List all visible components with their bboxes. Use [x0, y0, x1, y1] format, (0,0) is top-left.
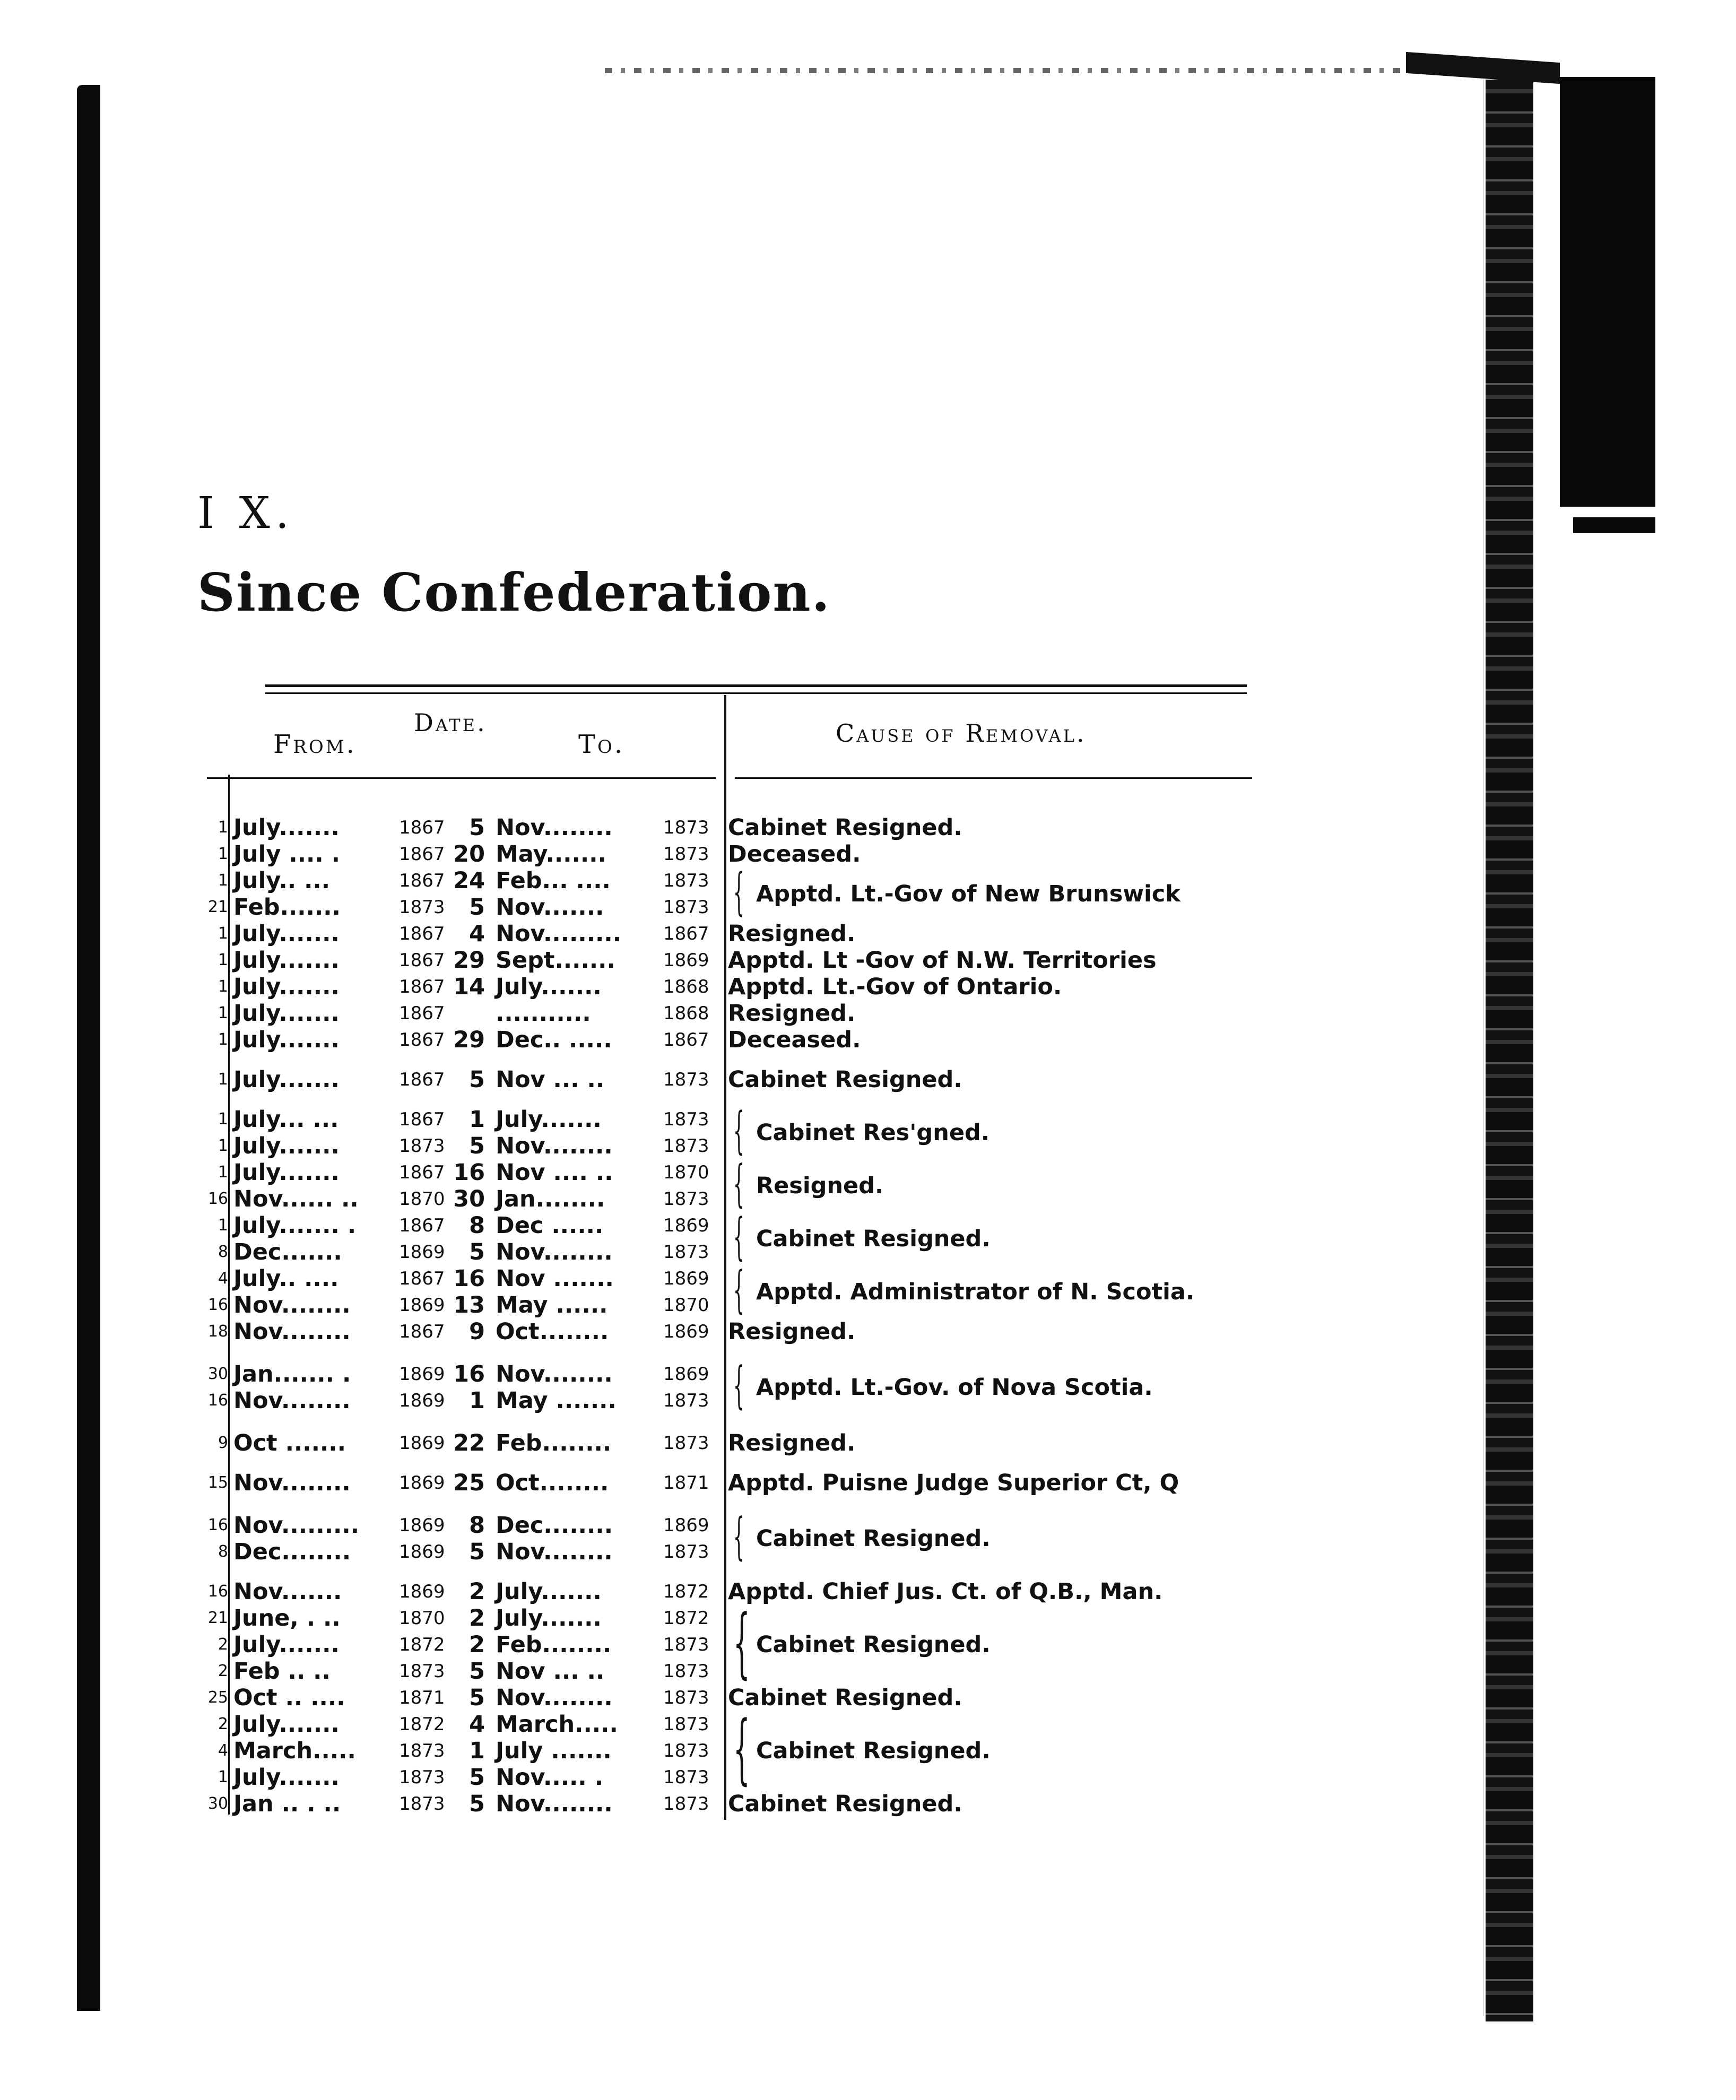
from-month: Nov...... .. [233, 1186, 359, 1212]
from-month: July....... . [233, 1212, 357, 1239]
to-year: 1873 [663, 1109, 709, 1130]
to-year: 1869 [663, 1364, 709, 1385]
header-rule-top-2 [265, 692, 1247, 694]
from-year: 1869 [399, 1364, 445, 1385]
from-day: 1 [218, 1163, 228, 1182]
to-year: 1869 [663, 1215, 709, 1236]
to-year: 1872 [663, 1581, 709, 1602]
from-year: 1873 [399, 1661, 445, 1682]
cause-of-removal: Resigned. [728, 1318, 856, 1345]
to-month: Nov........ [496, 1361, 613, 1387]
group-brace: { [733, 1261, 745, 1319]
from-month: July.. .... [233, 1265, 339, 1292]
to-year: 1873 [663, 1740, 709, 1761]
from-year: 1872 [399, 1714, 445, 1735]
to-day: 24 [453, 867, 485, 894]
from-day: 16 [207, 1582, 228, 1601]
to-year: 1867 [663, 923, 709, 944]
from-month: Nov........ [233, 1292, 351, 1318]
grouped-cause-text: Apptd. Lt.-Gov of New Brunswick [756, 881, 1181, 907]
to-month: Dec.. ..... [496, 1027, 612, 1053]
to-month: Nov........ [496, 1133, 613, 1159]
from-year: 1871 [399, 1687, 445, 1708]
group-brace: { [733, 1208, 745, 1266]
to-day: 5 [469, 814, 485, 841]
to-month: Nov ... .. [496, 1658, 605, 1685]
to-day: 5 [469, 1658, 485, 1685]
to-month: Nov......... [496, 921, 622, 947]
from-day: 1 [218, 951, 228, 969]
from-month: June, . .. [233, 1605, 341, 1632]
cause-of-removal: Apptd. Puisne Judge Superior Ct, Q [728, 1470, 1179, 1496]
from-year: 1869 [399, 1472, 445, 1494]
from-year: 1869 [399, 1433, 445, 1454]
to-day: 14 [453, 974, 485, 1000]
to-month: Nov........ [496, 1539, 613, 1565]
grouped-cause-text: Cabinet Resigned. [756, 1226, 991, 1252]
from-year: 1872 [399, 1634, 445, 1655]
to-day: 4 [469, 921, 485, 947]
header-rule-bottom-right [735, 777, 1252, 779]
from-day: 15 [207, 1473, 228, 1492]
from-month: Dec....... [233, 1239, 342, 1265]
to-year: 1873 [663, 1767, 709, 1788]
from-year: 1873 [399, 1793, 445, 1815]
from-year: 1867 [399, 1162, 445, 1183]
to-month: March..... [496, 1711, 618, 1738]
page-title: Since Confederation. [197, 562, 831, 623]
to-day: 5 [469, 1133, 485, 1159]
from-month: July... ... [233, 1106, 339, 1133]
header-rule-bottom-left [207, 777, 716, 779]
to-day: 5 [469, 1066, 485, 1093]
from-month: Jan....... . [233, 1361, 351, 1387]
to-day: 1 [469, 1106, 485, 1133]
from-day: 21 [207, 898, 228, 916]
from-day: 1 [218, 1030, 228, 1049]
group-brace: { [733, 1598, 750, 1687]
scan-edge-line-top [605, 68, 1533, 73]
from-year: 1867 [399, 923, 445, 944]
from-day: 25 [207, 1688, 228, 1707]
to-day: 5 [469, 1239, 485, 1265]
from-month: July....... [233, 1159, 340, 1186]
cause-of-removal: Resigned. [728, 921, 856, 947]
to-day: 29 [453, 1027, 485, 1053]
header-to: To. [578, 730, 625, 759]
to-month: July ....... [496, 1738, 612, 1764]
from-year: 1867 [399, 1268, 445, 1289]
to-day: 2 [469, 1578, 485, 1605]
from-day: 16 [207, 1190, 228, 1208]
group-brace: { [733, 1155, 745, 1213]
to-month: July....... [496, 1578, 602, 1605]
left-column-divider [228, 775, 230, 1815]
to-month: Oct........ [496, 1470, 609, 1496]
from-year: 1873 [399, 1135, 445, 1157]
cause-of-removal: Cabinet Resigned. [728, 1066, 962, 1093]
to-year: 1869 [663, 950, 709, 971]
section-number: I X. [197, 488, 294, 539]
from-day: 1 [218, 845, 228, 863]
to-day: 29 [453, 947, 485, 974]
to-month: May....... [496, 841, 606, 867]
from-year: 1869 [399, 1295, 445, 1316]
to-day: 1 [469, 1387, 485, 1414]
cause-of-removal: Cabinet Resigned. [728, 1685, 962, 1711]
from-month: July....... [233, 1133, 340, 1159]
from-year: 1869 [399, 1515, 445, 1536]
header-from: From. [273, 730, 357, 759]
to-month: Nov....... [496, 894, 604, 921]
to-month: Nov ....... [496, 1265, 614, 1292]
to-year: 1873 [663, 1069, 709, 1090]
from-month: Oct ....... [233, 1430, 346, 1456]
header-rule-top [265, 684, 1247, 687]
header-date: Date. [414, 708, 487, 737]
group-brace: { [733, 863, 745, 921]
to-month: Nov........ [496, 1239, 613, 1265]
to-day: 16 [453, 1159, 485, 1186]
to-year: 1873 [663, 1242, 709, 1263]
grouped-cause-text: Cabinet Resigned. [756, 1738, 991, 1764]
from-month: July....... [233, 974, 340, 1000]
from-month: July....... [233, 814, 340, 841]
to-year: 1873 [663, 1135, 709, 1157]
from-month: Nov........ [233, 1318, 351, 1345]
to-day: 5 [469, 894, 485, 921]
from-month: Feb .. .. [233, 1658, 331, 1685]
to-year: 1873 [663, 844, 709, 865]
to-month: Nov........ [496, 1685, 613, 1711]
cause-of-removal: Apptd. Lt -Gov of N.W. Territories [728, 947, 1157, 974]
from-day: 2 [218, 1662, 228, 1680]
to-month: May ...... [496, 1292, 608, 1318]
to-day: 25 [453, 1470, 485, 1496]
from-month: Dec........ [233, 1539, 351, 1565]
from-year: 1867 [399, 976, 445, 997]
from-year: 1873 [399, 897, 445, 918]
to-year: 1868 [663, 1003, 709, 1024]
from-month: Nov....... [233, 1578, 342, 1605]
to-day: 16 [453, 1361, 485, 1387]
from-month: Nov........ [233, 1470, 351, 1496]
to-year: 1873 [663, 817, 709, 838]
from-year: 1867 [399, 817, 445, 838]
to-day: 2 [469, 1632, 485, 1658]
from-month: July....... [233, 1711, 340, 1738]
to-day: 22 [453, 1430, 485, 1456]
cause-of-removal: Deceased. [728, 1027, 861, 1053]
grouped-cause-text: Apptd. Lt.-Gov. of Nova Scotia. [756, 1374, 1153, 1401]
from-day: 8 [218, 1542, 228, 1561]
from-year: 1870 [399, 1188, 445, 1210]
from-month: July .... . [233, 841, 340, 867]
to-year: 1873 [663, 870, 709, 891]
to-year: 1869 [663, 1515, 709, 1536]
from-day: 1 [218, 1004, 228, 1022]
from-year: 1869 [399, 1390, 445, 1411]
cause-of-removal: Apptd. Chief Jus. Ct. of Q.B., Man. [728, 1578, 1163, 1605]
from-month: July....... [233, 947, 340, 974]
grouped-cause-text: Resigned. [756, 1173, 884, 1199]
from-day: 1 [218, 1136, 228, 1155]
grouped-cause-text: Apptd. Administrator of N. Scotia. [756, 1279, 1195, 1305]
to-month: Dec........ [496, 1512, 613, 1539]
to-day: 4 [469, 1711, 485, 1738]
from-year: 1867 [399, 1321, 445, 1342]
to-day: 9 [469, 1318, 485, 1345]
grouped-cause-text: Cabinet Resigned. [756, 1632, 991, 1658]
to-day: 2 [469, 1605, 485, 1632]
from-day: 8 [218, 1243, 228, 1261]
to-year: 1869 [663, 1268, 709, 1289]
from-year: 1873 [399, 1740, 445, 1761]
from-month: July....... [233, 1027, 340, 1053]
from-month: July.. ... [233, 867, 331, 894]
cause-of-removal: Apptd. Lt.-Gov of Ontario. [728, 974, 1062, 1000]
to-month: May ....... [496, 1387, 617, 1414]
scan-margin-bar-left [77, 85, 100, 2011]
to-day: 13 [453, 1292, 485, 1318]
from-day: 18 [207, 1322, 228, 1341]
to-year: 1870 [663, 1162, 709, 1183]
to-year: 1873 [663, 1541, 709, 1563]
to-day: 16 [453, 1265, 485, 1292]
to-year: 1871 [663, 1472, 709, 1494]
from-day: 4 [218, 1269, 228, 1288]
from-day: 16 [207, 1296, 228, 1314]
to-year: 1873 [663, 1188, 709, 1210]
scan-margin-block-right [1560, 77, 1655, 507]
to-year: 1870 [663, 1295, 709, 1316]
from-month: July....... [233, 1000, 340, 1027]
from-year: 1867 [399, 1069, 445, 1090]
cause-of-removal: Resigned. [728, 1000, 856, 1027]
from-day: 1 [218, 924, 228, 943]
to-year: 1873 [663, 897, 709, 918]
from-year: 1867 [399, 870, 445, 891]
to-month: Feb........ [496, 1430, 612, 1456]
from-day: 16 [207, 1516, 228, 1534]
to-year: 1873 [663, 1390, 709, 1411]
from-month: July....... [233, 1764, 340, 1791]
from-month: Jan .. . .. [233, 1791, 341, 1817]
from-day: 1 [218, 977, 228, 996]
cause-of-removal: Deceased. [728, 841, 861, 867]
from-day: 1 [218, 1070, 228, 1089]
to-year: 1873 [663, 1634, 709, 1655]
from-month: March..... [233, 1738, 356, 1764]
scan-margin-block-right-lower [1573, 517, 1655, 533]
from-year: 1867 [399, 950, 445, 971]
from-day: 2 [218, 1715, 228, 1733]
from-day: 16 [207, 1391, 228, 1410]
to-month: Nov........ [496, 814, 613, 841]
to-day: 8 [469, 1512, 485, 1539]
from-month: July....... [233, 921, 340, 947]
group-brace: { [733, 1101, 745, 1160]
to-month: Nov..... . [496, 1764, 604, 1791]
from-day: 4 [218, 1741, 228, 1760]
from-year: 1869 [399, 1242, 445, 1263]
from-year: 1867 [399, 1215, 445, 1236]
from-month: July....... [233, 1066, 340, 1093]
from-year: 1869 [399, 1581, 445, 1602]
from-year: 1867 [399, 1109, 445, 1130]
from-day: 1 [218, 818, 228, 837]
from-year: 1867 [399, 1003, 445, 1024]
grouped-cause-text: Cabinet Resigned. [756, 1525, 991, 1552]
cause-of-removal: Cabinet Resigned. [728, 814, 962, 841]
to-day: 1 [469, 1738, 485, 1764]
from-year: 1867 [399, 844, 445, 865]
from-day: 1 [218, 871, 228, 890]
to-year: 1867 [663, 1029, 709, 1051]
from-day: 1 [218, 1110, 228, 1129]
to-year: 1873 [663, 1793, 709, 1815]
scan-margin-strip-right [1486, 80, 1533, 2021]
to-month: July....... [496, 1106, 602, 1133]
to-year: 1873 [663, 1687, 709, 1708]
to-day: 30 [453, 1186, 485, 1212]
from-day: 1 [218, 1768, 228, 1786]
cause-of-removal: Resigned. [728, 1430, 856, 1456]
to-year: 1873 [663, 1433, 709, 1454]
to-month: ........... [496, 1000, 591, 1027]
from-month: Nov........ [233, 1387, 351, 1414]
group-brace: { [733, 1356, 745, 1415]
to-month: Feb........ [496, 1632, 612, 1658]
column-divider [724, 695, 726, 1820]
to-month: July....... [496, 974, 602, 1000]
from-day: 9 [218, 1434, 228, 1452]
to-month: Dec ...... [496, 1212, 604, 1239]
to-day: 5 [469, 1685, 485, 1711]
to-day: 5 [469, 1791, 485, 1817]
from-day: 1 [218, 1216, 228, 1235]
scan-page-edge [1483, 80, 1484, 2016]
grouped-cause-text: Cabinet Res'gned. [756, 1120, 990, 1146]
to-month: Sept....... [496, 947, 615, 974]
from-month: Nov......... [233, 1512, 360, 1539]
to-day: 5 [469, 1764, 485, 1791]
to-year: 1872 [663, 1608, 709, 1629]
to-day: 5 [469, 1539, 485, 1565]
cause-of-removal: Cabinet Resigned. [728, 1791, 962, 1817]
to-month: July....... [496, 1605, 602, 1632]
from-day: 21 [207, 1609, 228, 1627]
to-month: Jan........ [496, 1186, 605, 1212]
to-year: 1868 [663, 976, 709, 997]
to-year: 1873 [663, 1661, 709, 1682]
from-year: 1873 [399, 1767, 445, 1788]
to-month: Feb... .... [496, 867, 611, 894]
from-year: 1867 [399, 1029, 445, 1051]
from-day: 30 [207, 1794, 228, 1813]
to-month: Nov ... .. [496, 1066, 605, 1093]
from-day: 30 [207, 1365, 228, 1383]
to-day: 20 [453, 841, 485, 867]
from-day: 2 [218, 1635, 228, 1654]
from-month: July....... [233, 1632, 340, 1658]
from-month: Feb....... [233, 894, 341, 921]
from-year: 1870 [399, 1608, 445, 1629]
from-year: 1869 [399, 1541, 445, 1563]
from-month: Oct .. .... [233, 1685, 345, 1711]
to-day: 8 [469, 1212, 485, 1239]
group-brace: { [733, 1507, 745, 1566]
to-month: Nov .... .. [496, 1159, 613, 1186]
to-year: 1873 [663, 1714, 709, 1735]
to-year: 1869 [663, 1321, 709, 1342]
group-brace: { [733, 1704, 750, 1793]
header-cause: Cause of Removal. [836, 719, 1087, 748]
to-month: Oct........ [496, 1318, 609, 1345]
to-month: Nov........ [496, 1791, 613, 1817]
